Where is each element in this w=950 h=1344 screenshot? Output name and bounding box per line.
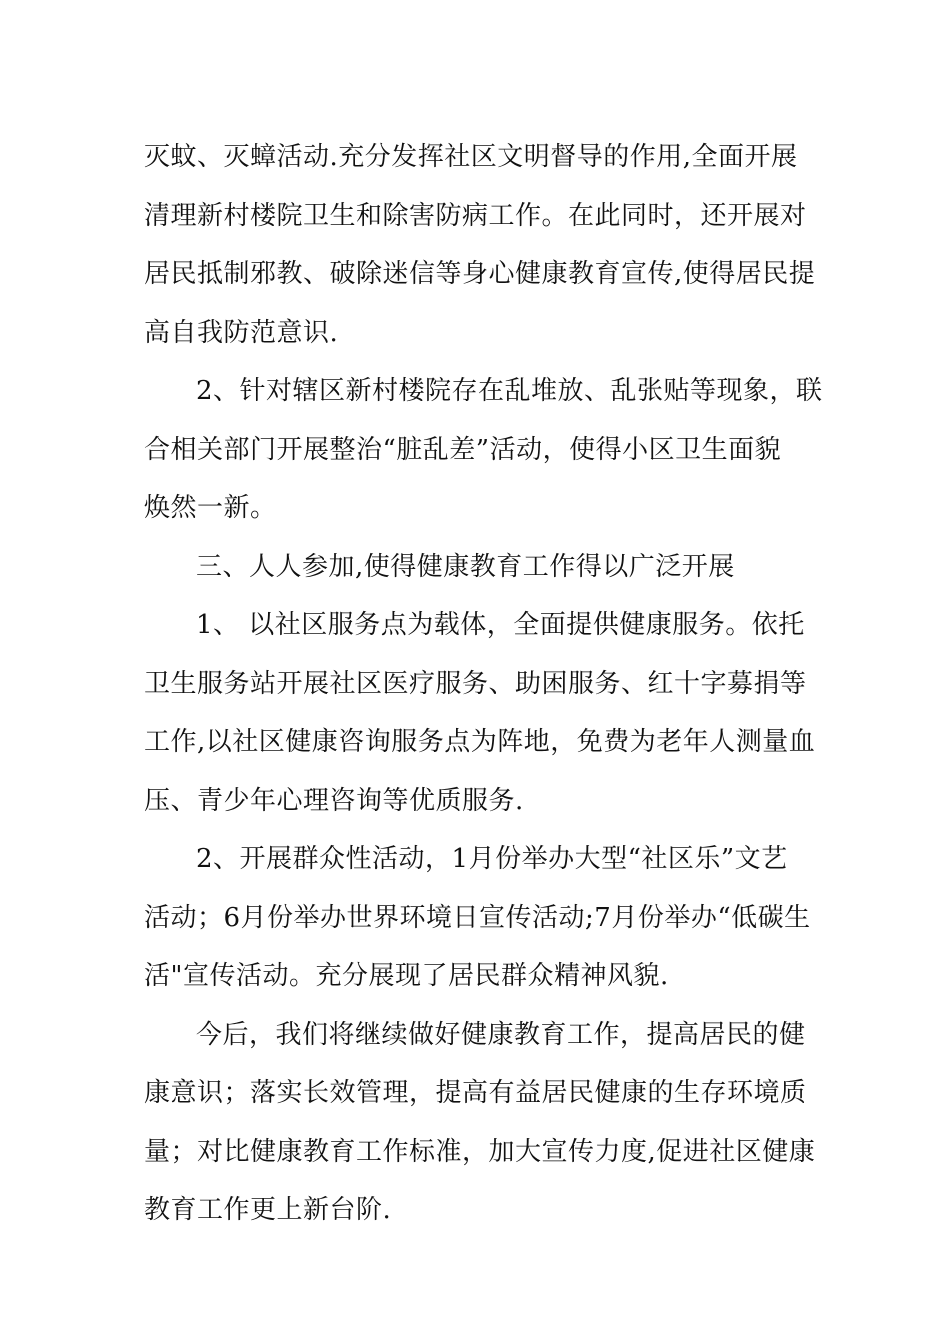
paragraph-p3 (144, 538, 810, 597)
paragraph-p6 (144, 1006, 816, 1240)
text-line: 焕然一新。 (144, 493, 277, 523)
text-line: 工作,以社区健康咨询服务点为阵地，免费为老年人测量血 (144, 727, 816, 757)
paragraph-p4 (144, 596, 816, 830)
text-line: 今后，我们将继续做好健康教育工作，提高居民的健 (196, 1019, 806, 1050)
paragraph-p1 (144, 128, 816, 362)
text-line: 卫生服务站开展社区医疗服务、助困服务、红十字募捐等 (144, 668, 807, 699)
paragraph-p2 (144, 362, 823, 538)
text-line: 清理新村楼院卫生和除害防病工作。在此同时，还开展对 (144, 200, 807, 231)
text-line: 活"宣传活动。充分展现了居民群众精神风貌. (144, 961, 669, 991)
document-body (144, 128, 823, 1240)
text-line: 2、针对辖区新村楼院存在乱堆放、乱张贴等现象，联 (196, 376, 823, 406)
text-line: 教育工作更上新台阶. (144, 1195, 392, 1225)
text-line: 合相关部门开展整治“脏乱差”活动，使得小区卫生面貌 (144, 434, 782, 465)
text-line: 居民抵制邪教、破除迷信等身心健康教育宣传,使得居民提 (144, 259, 816, 289)
text-line: 压、青少年心理咨询等优质服务. (144, 785, 524, 816)
text-line: 三、人人参加,使得健康教育工作得以广泛开展 (196, 551, 735, 582)
text-line: 2、开展群众性活动，1月份举办大型“社区乐”文艺 (196, 844, 788, 874)
text-line: 康意识；落实长效管理，提高有益居民健康的生存环境质 (144, 1078, 807, 1108)
text-line: 1、 以社区服务点为载体，全面提供健康服务。依托 (196, 610, 805, 640)
paragraph-p5 (144, 830, 810, 1006)
text-line: 高自我防范意识. (144, 317, 339, 348)
text-line: 活动；6月份举办世界环境日宣传活动;7月份举办“低碳生 (144, 902, 811, 933)
text-line: 灭蚊、灭蟑活动.充分发挥社区文明督导的作用,全面开展 (144, 142, 798, 172)
text-line: 量；对比健康教育工作标准，加大宣传力度,促进社区健康 (144, 1136, 816, 1167)
